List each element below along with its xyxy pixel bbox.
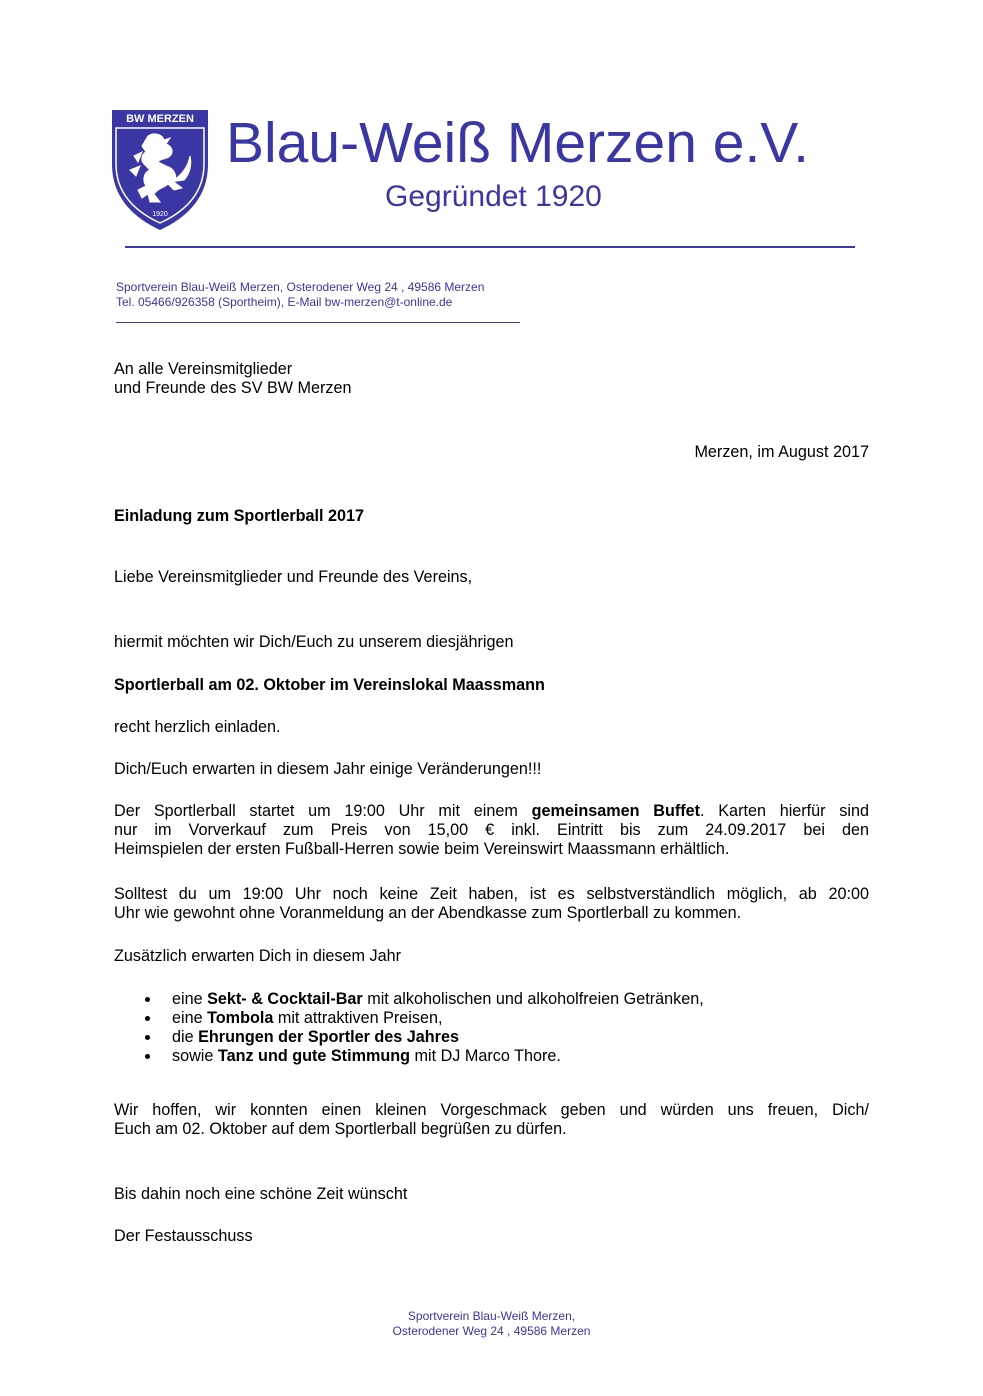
list-item-text: eine [172,1009,208,1027]
lion-crest-icon [108,106,212,232]
closing-line-1: Wir hoffen, wir konnten einen kleinen Vorgeschmack geben und würden uns freuen, Dich/ [114,1101,869,1119]
list-item-text: mit DJ Marco Thore. [410,1047,561,1065]
logo-top-text: BW MERZEN [126,113,194,125]
list-item [114,1028,704,1047]
sender-divider [116,322,520,323]
buffet-line-3: Heimspielen der ersten Fußball-Herren sowie beim Vereinswirt Maassmann erhältlich. [114,840,730,858]
recipient-line-2: und Freunde des SV BW Merzen [114,379,352,397]
footer-line-2: Osterodener Weg 24 , 49586 Merzen [392,1324,591,1338]
list-item-highlight: Sekt- & Cocktail-Bar [207,990,363,1008]
event-line: Sportlerball am 02. Oktober im Vereinslokal Maassmann [114,676,545,694]
paragraph-late-arrival [114,885,869,923]
closing-wish: Bis dahin noch eine schöne Zeit wünscht [114,1185,408,1203]
late-line-1: Solltest du um 19:00 Uhr noch keine Zeit haben, ist es selbstverständlich möglich, ab 20:00 [114,885,869,903]
list-item-highlight: Ehrungen der Sportler des Jahres [198,1028,459,1046]
letter-date: Merzen, im August 2017 [694,443,869,461]
intro-line: hiermit möchten wir Dich/Euch zu unserem diesjährigen [114,633,514,651]
signature: Der Festausschuss [114,1227,253,1245]
logo-year: 1920 [152,211,168,218]
list-item [114,1047,704,1066]
list-item-text: die [172,1028,199,1046]
header-divider [125,246,855,248]
buffet-line-2: nur im Vorverkauf zum Preis von 15,00 € inkl. Eintritt bis zum 24.09.2017 bei den [114,821,869,839]
paragraph-extras: Zusätzlich erwarten Dich in diesem Jahr [114,947,401,965]
page-footer [0,1309,983,1339]
bullet-icon [145,997,150,1002]
list-item [114,1009,704,1028]
list-item-text: eine [172,990,208,1008]
sender-address [116,280,484,310]
sender-line-1: Sportverein Blau-Weiß Merzen, Osterodener Weg 24 , 49586 Merzen [116,280,485,294]
recipient-block [114,360,352,398]
changes-line: Dich/Euch erwarten in diesem Jahr einige Veränderungen!!! [114,760,542,778]
letter-subject: Einladung zum Sportlerball 2017 [114,507,365,525]
club-subtitle: Gegründet 1920 [385,180,602,213]
salutation: Liebe Vereinsmitglieder und Freunde des Vereins, [114,568,473,586]
list-item [114,990,704,1009]
bullet-icon [145,1054,150,1059]
sender-line-2: Tel. 05466/926358 (Sportheim), E-Mail bw-merzen@t-online.de [116,295,453,309]
bullet-icon [145,1016,150,1021]
club-logo [108,106,212,232]
list-item-highlight: Tombola [207,1009,274,1027]
list-item-text: mit attraktiven Preisen, [273,1009,443,1027]
list-item-text: sowie [172,1047,218,1065]
late-line-2: Uhr wie gewohnt ohne Voranmeldung an der Abendkasse zum Sportlerball zu kommen. [114,904,742,922]
buffet-text-end: . Karten hierfür sind [700,802,870,820]
bullet-icon [145,1035,150,1040]
recipient-line-1: An alle Vereinsmitglieder [114,360,293,378]
paragraph-buffet [114,802,869,859]
closing-line-2: Euch am 02. Oktober auf dem Sportlerball begrüßen zu dürfen. [114,1120,567,1138]
paragraph-closing [114,1101,869,1139]
buffet-highlight: gemeinsamen Buffet [531,802,701,820]
club-title: Blau-Weiß Merzen e.V. [226,111,809,175]
list-item-text: mit alkoholischen und alkoholfreien Getränken, [362,990,704,1008]
list-item-highlight: Tanz und gute Stimmung [217,1047,411,1065]
highlights-list [114,990,704,1066]
invite-line: recht herzlich einladen. [114,718,281,736]
buffet-line-1 [114,802,869,821]
footer-line-1: Sportverein Blau-Weiß Merzen, [407,1309,576,1323]
buffet-text: Der Sportlerball startet um 19:00 Uhr mit einem [114,802,532,820]
